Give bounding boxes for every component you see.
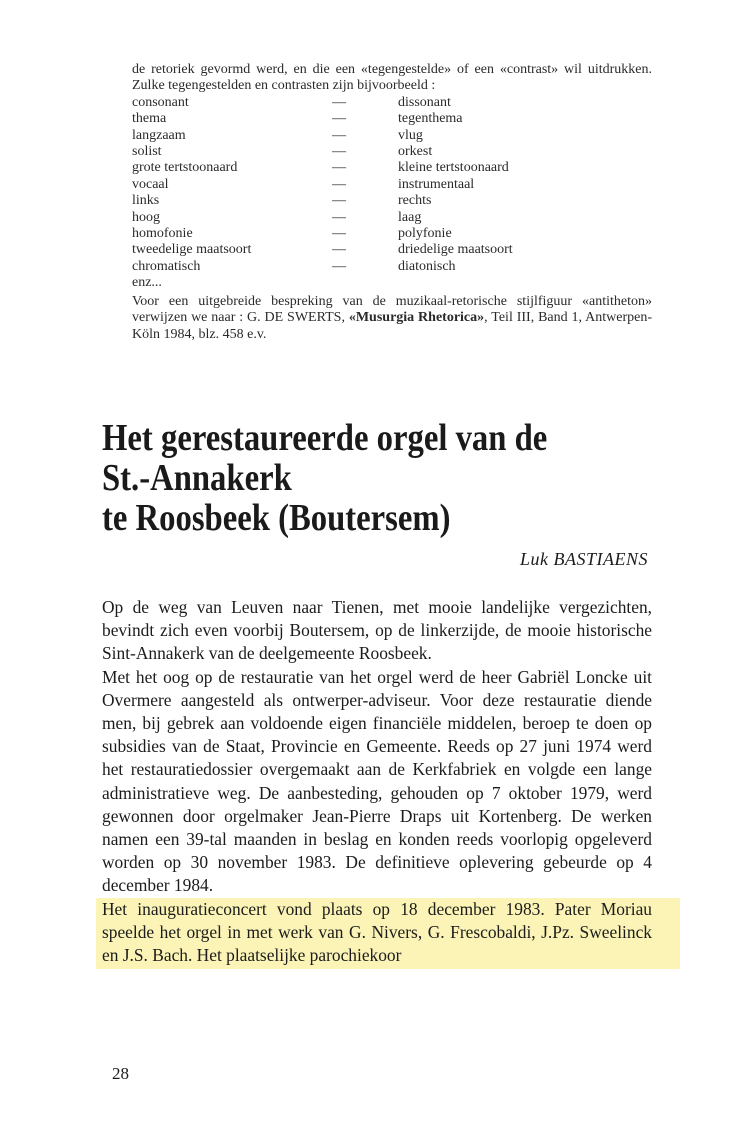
contrast-row [132, 242, 652, 258]
contrast-dash: — [332, 127, 346, 143]
contrast-right-term: polyfonie [398, 226, 452, 242]
contrast-row [132, 111, 652, 127]
contrast-left-term: thema [132, 111, 167, 127]
contrast-dash: — [332, 94, 346, 110]
contrast-dash: — [332, 176, 346, 192]
contrast-left-term: solist [132, 144, 162, 160]
contrast-right-term: diatonisch [398, 258, 456, 274]
article-author: Luk BASTIAENS [520, 549, 648, 569]
contrast-row [132, 144, 652, 160]
footnote-etc: enz... [132, 275, 162, 291]
contrast-right-term: driedelige maatsoort [398, 242, 513, 258]
contrast-left-term: vocaal [132, 176, 169, 192]
contrast-left-term: grote tertstoonaard [132, 160, 238, 176]
contrast-row [132, 160, 652, 176]
contrast-dash: — [332, 258, 346, 274]
reference-title: «Musurgia Rhetorica» [348, 310, 485, 326]
title-line-1: Het gerestaureerde orgel van de [102, 417, 548, 459]
contrast-row [132, 128, 652, 144]
footnote-block [132, 62, 652, 343]
contrast-row [132, 210, 652, 226]
contrast-dash: — [332, 242, 346, 258]
contrast-right-term: vlug [398, 127, 423, 143]
contrast-row [132, 95, 652, 111]
reference-details: , Teil III, Band 1, Antwerpen-Köln 1984, blz. 458 e.v. [132, 310, 652, 342]
contrast-right-term: kleine tertstoonaard [398, 160, 509, 176]
contrast-right-term: dissonant [398, 94, 451, 110]
contrast-right-term: instrumentaal [398, 176, 475, 192]
contrast-row [132, 193, 652, 209]
paragraph-2: Met het oog op de restauratie van het orgel werd de heer Gabriël Loncke uit Overmere aangesteld als ontwerper-adviseur. Voor deze restauratie diende men, bij gebrek aan voldoende eigen financiële middelen, beroep te doen op subsidies van de Staat, Provincie en Gemeente. Reeds op 27 juni 1974 werd het restauratiedossier overgemaakt aan de Kerkfabriek en volgde een lange administratieve weg. De aanbesteding, gehouden op 7 oktober 1979, werd gewonnen door orgelmaker Jean-Pierre Draps uit Kortenberg. De werken namen een 39-tal maanden in beslag en konden reeds voorlopig opgeleverd worden op 30 november 1983. De definitieve oplevering gebeurde op 4 december 1984. [102, 666, 652, 896]
contrast-dash: — [332, 160, 346, 176]
contrast-row [132, 226, 652, 242]
contrast-right-term: rechts [398, 193, 432, 209]
highlighted-paragraph: Het inauguratieconcert vond plaats op 18 december 1983. Pater Moriau speelde het orgel in met werk van G. Nivers, G. Frescobaldi, J.Pz. Sweelinck en J.S. Bach. Het plaatselijke parochiekoor [96, 898, 680, 970]
contrast-left-term: homofonie [132, 226, 193, 242]
article-title [102, 418, 584, 538]
contrast-dash: — [332, 111, 346, 127]
contrast-right-term: orkest [398, 144, 433, 160]
footnote-intro: de retoriek gevormd werd, en die een «tegengestelde» of een «contrast» wil uitdrukken. Zulke tegengestelden en contrasten zijn bijvoorbeeld : [132, 62, 652, 94]
page-number: 28 [112, 1064, 129, 1083]
contrast-left-term: langzaam [132, 127, 186, 143]
contrast-table [132, 95, 652, 275]
contrast-dash: — [332, 226, 346, 242]
contrast-right-term: laag [398, 209, 422, 225]
reference-text: Voor een uitgebreide bespreking van de muzikaal-retorische stijlfiguur «antitheton» verwijzen we naar : G. DE SWERTS, [132, 293, 652, 326]
contrast-left-term: chromatisch [132, 258, 201, 274]
contrast-dash: — [332, 193, 346, 209]
title-line-2: St.-Annakerk [102, 457, 292, 499]
contrast-left-term: hoog [132, 209, 160, 225]
contrast-left-term: tweedelige maatsoort [132, 242, 252, 258]
paragraph-1: Op de weg van Leuven naar Tienen, met mooie landelijke vergezichten, bevindt zich even voorbij Boutersem, op de linkerzijde, de mooie historische Sint-Annakerk van de deelgemeente Roosbeek. [102, 597, 652, 664]
footnote-reference [132, 294, 652, 343]
contrast-left-term: links [132, 193, 160, 209]
contrast-dash: — [332, 209, 346, 225]
title-line-3: te Roosbeek (Boutersem) [102, 497, 451, 539]
contrast-left-term: consonant [132, 94, 189, 110]
article-body [102, 596, 652, 969]
contrast-dash: — [332, 144, 346, 160]
contrast-row [132, 259, 652, 275]
contrast-row [132, 177, 652, 193]
contrast-right-term: tegenthema [398, 111, 463, 127]
